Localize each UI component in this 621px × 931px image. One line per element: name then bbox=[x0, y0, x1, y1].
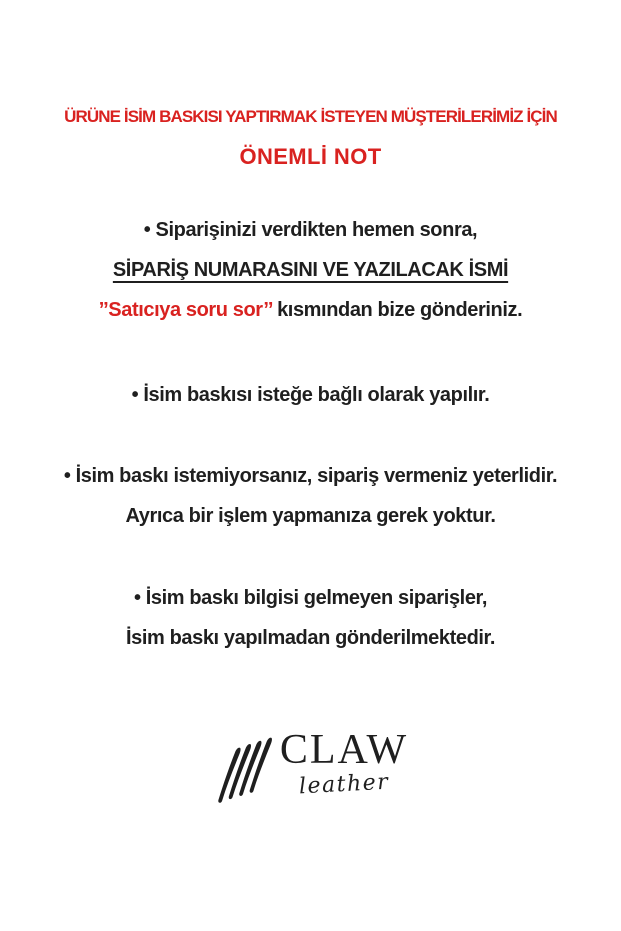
note-order-number-underlined: SİPARİŞ NUMARASINI VE YAZILACAK İSMİ bbox=[112, 259, 509, 281]
note-order-instruction-line1: • Siparişinizi verdikten hemen sonra, bbox=[143, 219, 478, 241]
note-missing-info-line1: • İsim baskı bilgisi gelmeyen siparişler, bbox=[134, 587, 487, 609]
note-optional-line1: • İsim baskısı isteğe bağlı olarak yapılır. bbox=[131, 384, 490, 406]
ask-seller-red-text: ’’Satıcıya soru sor’’ bbox=[98, 299, 272, 321]
ask-seller-rest-text: kısmından bize gönderiniz. bbox=[271, 299, 523, 321]
note-no-print-line2: Ayrıca bir işlem yapmanıza gerek yoktur. bbox=[125, 505, 496, 527]
logo-text bbox=[279, 727, 409, 800]
brand-subtitle: leather bbox=[298, 769, 390, 800]
note-ask-seller-line bbox=[0, 295, 621, 325]
claw-scratches-icon bbox=[213, 735, 273, 803]
brand-name: CLAW bbox=[279, 727, 409, 773]
note-no-print bbox=[0, 461, 621, 531]
brand-logo bbox=[0, 727, 621, 803]
note-no-print-line1: • İsim baskı istemiyorsanız, sipariş vermeniz yeterlidir. bbox=[63, 465, 558, 487]
note-missing-info bbox=[0, 583, 621, 653]
header-red-line: ÜRÜNE İSİM BASKISI YAPTIRMAK İSTEYEN MÜŞTERİLERİMİZ İÇİN bbox=[64, 107, 557, 126]
note-optional bbox=[0, 380, 621, 410]
note-missing-info-line2: İsim baskı yapılmadan gönderilmektedir. bbox=[126, 627, 495, 649]
note-order-instruction bbox=[0, 215, 621, 325]
header-important-note: ÖNEMLİ NOT bbox=[239, 144, 382, 169]
